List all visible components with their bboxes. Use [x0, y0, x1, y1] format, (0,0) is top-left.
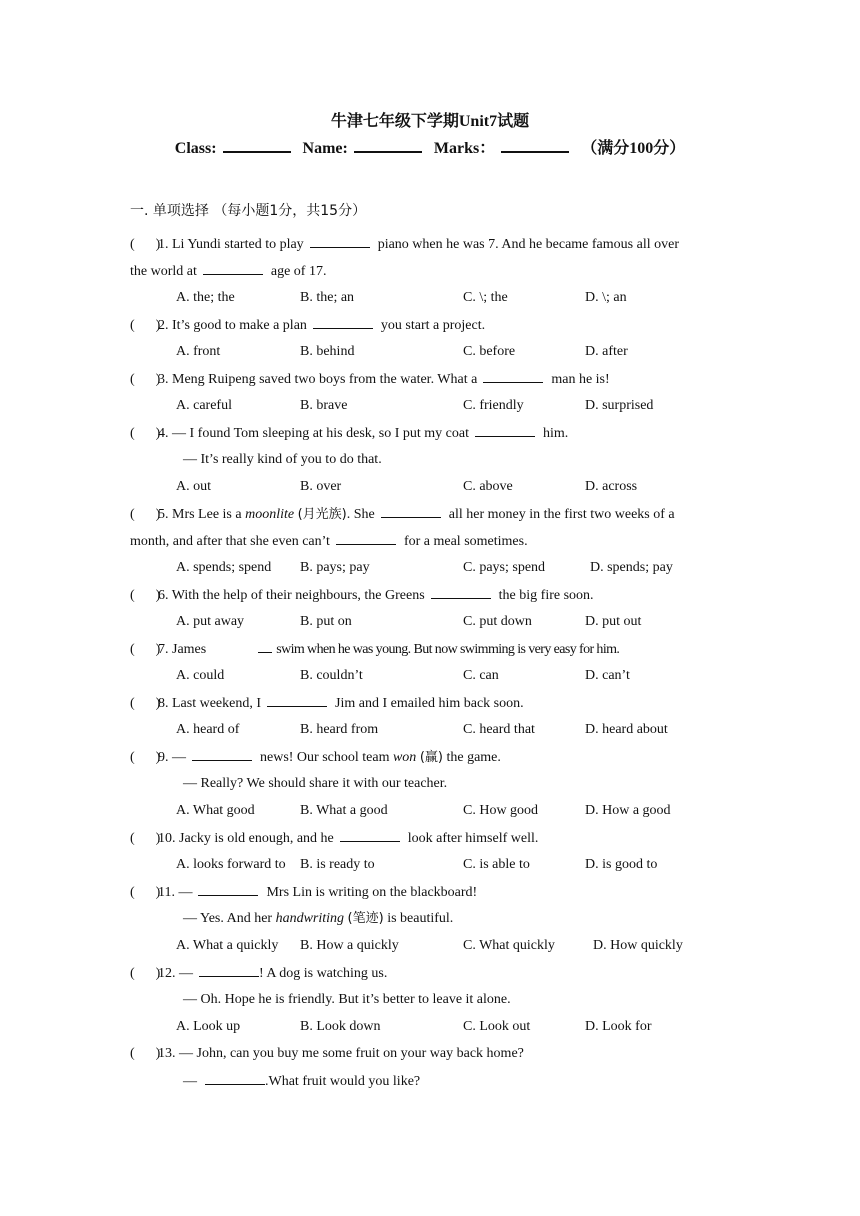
option-d[interactable]: D. put out: [585, 614, 642, 629]
answer-blank[interactable]: [336, 532, 396, 545]
chinese-gloss: (笔迹): [347, 911, 384, 926]
answer-paren[interactable]: ( ): [130, 642, 161, 657]
class-label: Class:: [174, 140, 217, 157]
question-text: 11. —: [158, 885, 193, 900]
option-d[interactable]: D. Look for: [585, 1019, 652, 1034]
option-b[interactable]: B. Look down: [300, 1019, 381, 1034]
question-9: [130, 748, 501, 767]
option-c[interactable]: C. heard that: [463, 722, 535, 737]
question-text: month, and after that she even can’t: [130, 534, 330, 549]
option-a[interactable]: A. front: [176, 344, 221, 359]
question-10: [130, 829, 538, 848]
question-text: — Yes. And her: [183, 911, 273, 926]
question-1: [130, 235, 679, 254]
answer-blank[interactable]: [475, 424, 535, 437]
question-text: 5. Mrs Lee is a: [158, 507, 242, 522]
option-b[interactable]: B. behind: [300, 344, 355, 359]
answer-blank[interactable]: [192, 748, 252, 761]
answer-blank[interactable]: [310, 235, 370, 248]
answer-paren[interactable]: ( ): [130, 318, 161, 333]
question-3: [130, 370, 610, 389]
option-d[interactable]: D. heard about: [585, 722, 668, 737]
question-8: [130, 694, 524, 713]
question-text: ! A dog is watching us.: [259, 966, 388, 981]
option-c[interactable]: C. put down: [463, 614, 532, 629]
question-text: 4. — I found Tom sleeping at his desk, so I put my coat: [158, 426, 470, 441]
question-text: 9. —: [158, 750, 186, 765]
option-a[interactable]: A. spends; spend: [176, 560, 272, 575]
question-4-reply: — It’s really kind of you to do that.: [183, 452, 382, 467]
question-11-reply: [183, 910, 453, 928]
answer-blank[interactable]: [313, 316, 373, 329]
option-c[interactable]: C. \; the: [463, 290, 508, 305]
option-d[interactable]: D. \; an: [585, 290, 627, 305]
answer-blank[interactable]: [199, 964, 259, 977]
answer-blank[interactable]: [198, 883, 258, 896]
page-title: 牛津七年级下学期Unit7试题: [330, 113, 530, 130]
option-c[interactable]: C. can: [463, 668, 499, 683]
option-a[interactable]: A. heard of: [176, 722, 240, 737]
marks-label: Marks：: [433, 140, 496, 157]
option-a[interactable]: A. put away: [176, 614, 245, 629]
option-a[interactable]: A. looks forward to: [176, 857, 286, 872]
option-c[interactable]: C. How good: [463, 803, 539, 818]
option-b[interactable]: B. How a quickly: [300, 938, 399, 953]
question-text: news! Our school team: [260, 750, 390, 765]
question-text: the big fire soon.: [498, 588, 594, 603]
option-d[interactable]: D. surprised: [585, 398, 654, 413]
name-blank[interactable]: [354, 150, 422, 153]
question-text: age of 17.: [270, 264, 327, 279]
question-11: [130, 883, 477, 902]
question-5-cont: [130, 532, 528, 551]
option-b[interactable]: B. couldn’t: [300, 668, 363, 683]
option-a[interactable]: A. could: [176, 668, 225, 683]
option-c[interactable]: C. is able to: [463, 857, 530, 872]
answer-paren[interactable]: ( ): [130, 966, 161, 981]
answer-blank[interactable]: [258, 640, 272, 653]
option-d[interactable]: D. spends; pay: [590, 560, 673, 575]
question-text: Mrs Lin is writing on the blackboard!: [266, 885, 478, 900]
option-a[interactable]: A. the; the: [176, 290, 235, 305]
answer-blank[interactable]: [267, 694, 327, 707]
italic-term: moonlite: [245, 507, 295, 522]
answer-blank[interactable]: [381, 505, 441, 518]
option-d[interactable]: D. across: [585, 479, 638, 494]
question-text: piano when he was 7. And he became famous all over: [377, 237, 679, 252]
answer-paren[interactable]: ( ): [130, 750, 161, 765]
question-text: . She: [346, 507, 375, 522]
section-heading: 一. 单项选择 （每小题1分，共15分）: [130, 203, 367, 219]
option-c[interactable]: C. above: [463, 479, 513, 494]
question-text: the game.: [446, 750, 501, 765]
question-12-reply: — Oh. Hope he is friendly. But it’s better to leave it alone.: [183, 992, 511, 1007]
question-text: him.: [543, 426, 569, 441]
option-b[interactable]: B. heard from: [300, 722, 379, 737]
question-text: Jim and I emailed him back soon.: [335, 696, 524, 711]
question-9-reply: — Really? We should share it with our teacher.: [183, 776, 448, 791]
option-b[interactable]: B. the; an: [300, 290, 355, 305]
question-4: [130, 424, 568, 443]
option-d[interactable]: D. after: [585, 344, 628, 359]
italic-term: handwriting: [275, 911, 345, 926]
option-b[interactable]: B. over: [300, 479, 342, 494]
option-b[interactable]: B. What a good: [300, 803, 388, 818]
option-c[interactable]: C. pays; spend: [463, 560, 546, 575]
answer-paren[interactable]: ( ): [130, 885, 161, 900]
question-text: for a meal sometimes.: [403, 534, 528, 549]
question-text: 7. James: [158, 642, 207, 657]
answer-paren[interactable]: ( ): [130, 588, 161, 603]
chinese-gloss: (赢): [419, 750, 443, 765]
question-text: 12. —: [158, 966, 193, 981]
answer-paren[interactable]: ( ): [130, 372, 161, 387]
answer-blank[interactable]: [483, 370, 543, 383]
option-a[interactable]: A. What good: [176, 803, 255, 818]
question-text: 2. It’s good to make a plan: [158, 318, 307, 333]
option-c[interactable]: C. before: [463, 344, 516, 359]
question-text: 6. With the help of their neighbours, the Greens: [158, 588, 425, 603]
option-b[interactable]: B. pays; pay: [300, 560, 370, 575]
question-5: [130, 505, 675, 524]
answer-paren[interactable]: ( ): [130, 696, 161, 711]
answer-blank[interactable]: [205, 1072, 265, 1085]
class-blank[interactable]: [223, 150, 291, 153]
answer-paren[interactable]: ( ): [130, 426, 161, 441]
option-a[interactable]: A. careful: [176, 398, 232, 413]
italic-term: won: [392, 750, 417, 765]
question-text: all her money in the first two weeks of a: [448, 507, 675, 522]
question-6: [130, 586, 594, 605]
option-a[interactable]: A. What a quickly: [176, 938, 279, 953]
option-b[interactable]: B. put on: [300, 614, 352, 629]
option-d[interactable]: D. can’t: [585, 668, 630, 683]
full-marks: （满分100分）: [581, 140, 686, 157]
question-text: swim when he was young. But now swimming is very easy for him.: [276, 642, 620, 657]
question-text: 13. — John, can you buy me some fruit on your way back home?: [158, 1046, 524, 1061]
name-label: Name:: [302, 140, 348, 157]
answer-paren[interactable]: ( ): [130, 237, 161, 252]
option-b[interactable]: B. is ready to: [300, 857, 375, 872]
option-d[interactable]: D. How quickly: [593, 938, 683, 953]
option-d[interactable]: D. is good to: [585, 857, 658, 872]
option-a[interactable]: A. Look up: [176, 1019, 241, 1034]
chinese-gloss: (月光族): [297, 507, 347, 522]
option-c[interactable]: C. Look out: [463, 1019, 531, 1034]
answer-paren[interactable]: ( ): [130, 1046, 161, 1061]
question-text: look after himself well.: [407, 831, 539, 846]
question-2: [130, 316, 485, 335]
question-text: 8. Last weekend, I: [158, 696, 262, 711]
option-c[interactable]: C. What quickly: [463, 938, 555, 953]
option-b[interactable]: B. brave: [300, 398, 348, 413]
question-text: 3. Meng Ruipeng saved two boys from the water. What a: [158, 372, 478, 387]
answer-blank[interactable]: [340, 829, 400, 842]
option-a[interactable]: A. out: [176, 479, 211, 494]
option-d[interactable]: D. How a good: [585, 803, 671, 818]
question-7: [130, 640, 619, 659]
answer-paren[interactable]: ( ): [130, 831, 161, 846]
answer-blank[interactable]: [203, 262, 263, 275]
question-text: is beautiful.: [387, 911, 454, 926]
option-c[interactable]: C. friendly: [463, 398, 524, 413]
question-text: you start a project.: [380, 318, 486, 333]
question-text: the world at: [130, 264, 197, 279]
question-13: [130, 1045, 524, 1063]
question-text: 10. Jacky is old enough, and he: [158, 831, 334, 846]
answer-blank[interactable]: [431, 586, 491, 599]
question-text: .What fruit would you like?: [265, 1074, 421, 1089]
answer-paren[interactable]: ( ): [130, 507, 161, 522]
question-12: [130, 964, 387, 983]
marks-blank[interactable]: [501, 150, 569, 153]
question-1-cont: [130, 262, 326, 281]
question-text: 1. Li Yundi started to play: [158, 237, 304, 252]
question-text: —: [183, 1074, 197, 1089]
question-text: man he is!: [551, 372, 610, 387]
student-info-line: [0, 135, 860, 158]
question-13-reply: [183, 1072, 420, 1091]
